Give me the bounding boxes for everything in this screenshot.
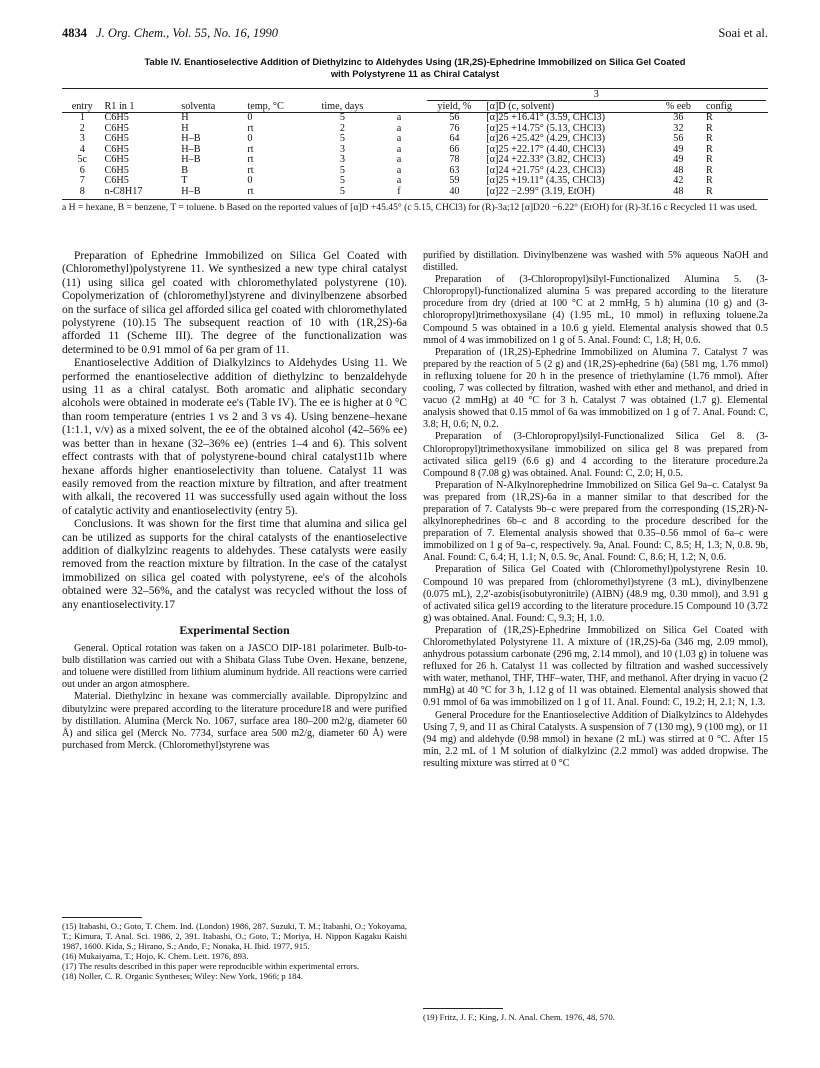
left-references: [62, 917, 407, 982]
cell-solvent: H: [181, 112, 189, 123]
table-row: [62, 113, 768, 124]
cell-entry: 2: [79, 122, 85, 134]
cell-solvent: B: [181, 164, 189, 176]
cell-ee: 42: [673, 175, 684, 186]
col-header-entry: entry: [62, 101, 103, 113]
cell-ee: 48: [673, 164, 684, 176]
cell-temp: 0: [247, 112, 253, 123]
cell-entry: 5c: [77, 154, 88, 165]
cell-entry: 3: [79, 133, 85, 144]
table-row: [62, 155, 768, 166]
cell-entry: 8: [62, 187, 103, 200]
table-row: [62, 124, 768, 135]
cell-mark: a: [396, 143, 402, 155]
reference-15: (15) Itabashi, O.; Goto, T. Chem. Ind. (London) 1986, 287. Suzuki, T. M.; Itabashi, O.; Yokoyama, T.; Kimura, T. Anal. Sci. 1986, 2, 391. Itabashi, O.; Goto, T.; Moriya, H. Nippon Kagaku Kaishi 1987, 1600. Kida, S.; Hirano, S.; Ando, F.; Nonaka, H. Ibid. 1977, 915.: [62, 921, 407, 952]
cell-temp: rt: [247, 154, 254, 165]
table-row: [62, 145, 768, 156]
cell-solvent: H–B: [179, 187, 245, 200]
cell-time: 2: [339, 122, 345, 134]
cell-config: R: [705, 133, 713, 144]
paragraph-conclusions: Conclusions. It was shown for the first time that alumina and silica gel can be utilized as supports for the chiral catalysts of the enantioselective addition of dialkylzinc reagents to aldehydes. These catalysts were easily removed from the reaction mixture by filtration. In the case of the catalyst immobilized on silica gel coated with polystyrene, ee's of the alcohols obtained were 32–56%, and the catalyst was recycled without the loss of any enantioselectivity.17: [62, 518, 407, 611]
paragraph-material: Material. Diethylzinc in hexane was commercially available. Dipropylzinc and dibutylzinc were prepared according to the literature procedure18 and were purified by distillation. Alumina (Merck No. 1067, surface area 180–200 m2/g, diameter 60 Å) and silica gel (Merck No. 7734, surface area 500 m2/g, diameter 60 Å) were purchased from Merck. (Chloromethyl)styrene was: [62, 691, 407, 751]
table-footnote: a H = hexane, B = benzene, T = toluene. b Based on the reported values of [α]D +45.45° (c 5.15, CHCl3) for (R)-3a;12 [α]D20 −6.22° (EtOH) for (R)-3f.16 c Recycled 11 was used.: [62, 202, 758, 213]
cell-time: 3: [339, 143, 345, 155]
cell-time: 5: [339, 164, 345, 176]
cell-config: R: [705, 122, 713, 134]
experimental-section-title: Experimental Section: [179, 622, 290, 637]
cell-entry: 6: [79, 164, 85, 176]
paragraph-divinylbenzene: purified by distillation. Divinylbenzene was washed with 5% aqueous NaOH and distilled.: [423, 250, 768, 274]
cell-solvent: T: [181, 175, 188, 186]
cell-config: R: [705, 154, 713, 165]
col-header-r1: R1 in 1: [103, 101, 180, 113]
paragraph-alumina-5: Preparation of (3-Chloropropyl)silyl-Functionalized Alumina 5. (3-Chloropropyl)-functionalized alumina 5 was prepared according to the literature procedure from dry (dried at 100 °C at 2 mmHg, 5 h) alumina (10 g) and (3-chloropropyl)trimethoxysilane (4) (1.95 mL, 10 mmol) in refluxing toluene.2a Compound 5 was obtained in a 10.6 g yield. Elemental analysis showed that 0.5 mmol of 4 was immobilized on 1 g of 5. Anal. Found: C, 1.8; H, 0.6.: [423, 274, 768, 346]
cell-config: R: [705, 175, 713, 186]
cell-yield: 66: [449, 143, 460, 155]
cell-entry: 1: [79, 112, 85, 123]
cell-ee: 49: [673, 154, 684, 165]
cell-rotation: [α]22 −2.99° (3.19, EtOH): [484, 187, 653, 200]
cell-yield: 76: [449, 122, 460, 134]
cell-mark: a: [396, 122, 402, 134]
col-header-rotation: [α]D (c, solvent): [484, 101, 653, 113]
cell-solvent: H–B: [181, 133, 201, 144]
cell-yield: 78: [449, 154, 460, 165]
cell-ee: 48: [653, 187, 704, 200]
cell-entry: 7: [79, 175, 85, 186]
cell-time: 5: [339, 133, 345, 144]
cell-rotation: [α]24 +22.33° (3.82, CHCl3): [486, 154, 605, 165]
cell-r1: C6H5: [104, 164, 129, 176]
reference-16: (16) Mukaiyama, T.; Hojo, K. Chem. Lett. 1976, 893.: [62, 951, 249, 962]
reference-17: (17) The results described in this paper were reproducible within experimental errors.: [62, 961, 360, 972]
cell-ee: 56: [673, 133, 684, 144]
right-column: [423, 250, 768, 770]
cell-temp: rt: [247, 143, 254, 155]
paragraph-silica-gel-8: Preparation of (3-Chloropropyl)silyl-Functionalized Silica Gel 8. (3-Chloropropyl)trimethoxysilane immobilized on silica gel 8 was prepared from activated silica gel19 (6.6 g) and 4 according to the literature procedure.2a Compound 8 (7.08 g) was obtained. Anal. Found: C, 2.0; H, 0.5.: [423, 431, 768, 479]
table-caption: [62, 56, 768, 80]
cell-mark: a: [396, 112, 402, 123]
reference-divider-right: [423, 1008, 503, 1009]
cell-time: 5: [339, 112, 345, 123]
paragraph-norephedrine-9: Preparation of N-Alkylnorephedrine Immobilized on Silica Gel 9a–c. Catalyst 9a was prepared from (1R,2S)-6a in a manner similar to that described for the preparation of 7. Catalysts 9b–c were prepared from the corresponding (1S,2R)-N-alkylnorephedrines 6b–c and 8 according to the procedure described for the preparation of 7. Elemental analysis showed that 0.35–0.56 mmol of 6a–c were immobilized on 1 g of 9a–c, respectively. 9a, Anal. Found: C, 8.5; H, 1.3; N, 0.8. 9b, Anal. Found: C, 6.4; H, 1.1; N, 0.5. 9c, Anal. Found: C, 8.6; H, 1.2; N, 0.6.: [423, 479, 768, 564]
col-header-ee: % eeb: [653, 101, 704, 113]
cell-r1: C6H5: [104, 112, 129, 123]
cell-temp: 0: [247, 133, 253, 144]
table-body: [62, 113, 768, 200]
cell-yield: 63: [449, 164, 460, 176]
cell-rotation: [α]25 +16.41° (3.59, CHCl3): [486, 112, 605, 123]
table-row: [62, 134, 768, 145]
col-header-blank: [373, 101, 424, 113]
table-row: [62, 166, 768, 177]
cell-temp: rt: [247, 122, 254, 134]
right-references: [423, 1008, 768, 1022]
cell-entry: 4: [79, 143, 85, 155]
paragraph-ephedrine-alumina-7: Preparation of (1R,2S)-Ephedrine Immobilized on Alumina 7. Catalyst 7 was prepared by the reaction of 5 (2 g) and (1R,2S)-ephedrine (6a) (581 mg, 1.76 mmol) in refluxing toluene for 20 h in the presence of triethylamine (1.76 mmol). After cooling, 7 was collected by filtration, washed with ether and methanol, and dried in vacuo (2 mmHg) at 40 °C for 3 h. Catalyst 7 was obtained (1.7 g). Elemental analysis showed that 0.15 mmol of 6a was immobilized on 1 g of 7. Anal. Found: C, 3.8; H, 0.6; N, 0.2.: [423, 346, 768, 431]
table-caption-line-2: with Polystyrene 11 as Chiral Catalyst: [330, 68, 500, 79]
cell-solvent: H–B: [181, 154, 201, 165]
col-header-solvent: solventa: [179, 101, 245, 113]
table-row: [62, 176, 768, 187]
cell-rotation: [α]25 +19.11° (4.35, CHCl3): [486, 175, 605, 186]
cell-ee: 36: [673, 112, 684, 123]
cell-rotation: [α]25 +22.17° (4.40, CHCl3): [486, 143, 605, 155]
cell-mark: a: [396, 175, 402, 186]
page-header: [62, 26, 768, 42]
cell-rotation: [α]24 +21.75° (4.23, CHCl3): [486, 164, 605, 176]
cell-time: 3: [339, 154, 345, 165]
cell-r1: C6H5: [104, 122, 129, 134]
cell-r1: C6H5: [104, 154, 129, 165]
cell-r1: C6H5: [104, 175, 129, 186]
cell-config: R: [705, 112, 713, 123]
journal-citation: J. Org. Chem., Vol. 55, No. 16, 1990: [96, 26, 278, 40]
cell-temp: 0: [247, 175, 253, 186]
col-header-config: config: [704, 101, 768, 113]
cell-ee: 49: [673, 143, 684, 155]
cell-yield: 59: [449, 175, 460, 186]
cell-temp: rt: [247, 164, 254, 176]
cell-rotation: [α]25 +14.75° (5.13, CHCl3): [486, 122, 605, 134]
cell-mark: a: [396, 133, 402, 144]
group-header-product: 3: [427, 89, 766, 101]
col-header-temp: temp, °C: [245, 101, 311, 113]
results-table: [62, 88, 768, 200]
cell-config: R: [705, 164, 713, 176]
cell-solvent: H: [181, 122, 189, 134]
reference-divider: [62, 917, 142, 918]
cell-config: R: [704, 187, 768, 200]
reference-18: (18) Noller, C. R. Organic Syntheses; Wiley: New York, 1966; p 184.: [62, 971, 304, 982]
cell-mark: a: [396, 164, 402, 176]
paragraph-immobilization: Preparation of Ephedrine Immobilized on Silica Gel Coated with (Chloromethyl)polystyrene 11. We synthesized a new type chiral catalyst (11) using silica gel coated with chloromethylated polystyrene (10). Copolymerization of (chloromethyl)styrene and divinylbenzene absorbed on the surface of silica gel afforded silica gel coated with chloromethylated polystyrene (10).15 The subsequent reaction of 10 with (1R,2S)-6a afforded 11 (Scheme III). The degree of the functionalization was determined to be 0.91 mmol of 6a per gram of 11.: [62, 250, 407, 356]
paragraph-polystyrene-10: Preparation of Silica Gel Coated with (Chloromethyl)polystyrene Resin 10. Compound 10 was prepared from (chloromethyl)styrene (3 mL), divinylbenzene (0.075 mL), 2,2'-azobis(isobutyronitrile) (AIBN) (48.9 mg, 0.30 mmol), and 3.91 g of activated silica gel19 according to the literature procedure.15 Compound 10 (3.72 g) was obtained. Anal. Found: C, 9.3; H, 1.0.: [423, 564, 768, 624]
col-header-time: time, days: [312, 101, 374, 113]
cell-yield: 40: [425, 187, 485, 200]
cell-r1: n-C8H17: [103, 187, 180, 200]
cell-ee: 32: [673, 122, 684, 134]
cell-temp: rt: [245, 187, 311, 200]
cell-yield: 56: [449, 112, 460, 123]
cell-r1: C6H5: [104, 133, 129, 144]
running-head-left: [62, 26, 278, 41]
cell-mark: a: [396, 154, 402, 165]
cell-time: 5: [312, 187, 374, 200]
cell-rotation: [α]26 +25.42° (4.29, CHCl3): [486, 133, 605, 144]
left-column: [62, 250, 407, 752]
cell-mark: f: [373, 187, 424, 200]
table-column-header-row: [62, 101, 768, 113]
cell-time: 5: [339, 175, 345, 186]
paragraph-ephedrine-11: Preparation of (1R,2S)-Ephedrine Immobilized on Silica Gel Coated with Chloromethylated Polystyrene 11. A mixture of (1R,2S)-6a (346 mg, 2.09 mmol), anhydrous potassium carbonate (296 mg, 2.14 mmol), and 10 (1.03 g) in toluene was refluxed for 26 h. Catalyst 11 was collected by filtration and washed successively with water, methanol, THF, THF–water, THF, and methanol. After drying in vacuo (2 mmHg) at 40 °C for 3 h, 1.12 g of 11 was obtained. Elemental analysis showed that 0.91 mmol of 6a was immobilized on 1 g of 11. Anal. Found: C, 19.2; H, 2.1; N, 1.3.: [423, 624, 768, 709]
running-head-authors: Soai et al.: [718, 26, 768, 40]
cell-config: R: [705, 143, 713, 155]
paragraph-enantioselective-addition: Enantioselective Addition of Dialkylzincs to Aldehydes Using 11. We performed the enantioselective addition of diethylzinc to benzaldehyde using 11 as a chiral catalyst. Both aromatic and aliphatic secondary alcohols were obtained in moderate ee's (Table IV). The ee is higher at 0 °C than room temperature (entries 1 vs 2 and 3 vs 4). Using benzene–hexane (1:1.1, v/v) as a mixed solvent, the ee of the obtained alcohol (42–56% ee) was better than in hexane (32–36% ee) (entries 1–4 and 6). This solvent effect contrasts with that of polystyrene-bound chiral catalyst11b where hexane affords higher enantioselectivity than toluene. Catalyst 11 was easily removed from the reaction mixture by filtration, and after treatment with alkali, the recovered 11 was successfully used again without the loss of catalytic activity and enantioselectivity (entry 5).: [62, 357, 407, 517]
reference-19: (19) Fritz, J. F.; King, J. N. Anal. Chem. 1976, 48, 570.: [423, 1012, 615, 1022]
page-number: 4834: [62, 26, 87, 40]
cell-yield: 64: [449, 133, 460, 144]
cell-r1: C6H5: [104, 143, 129, 155]
paragraph-general: General. Optical rotation was taken on a JASCO DIP-181 polarimeter. Bulb-to-bulb distillation was carried out with a Shibata Glass Tube Oven. Hexane, benzene, and toluene were distilled from lithium aluminum hydride. All reactions were carried out under an argon atmosphere.: [62, 643, 407, 691]
table-row: [62, 187, 768, 200]
cell-solvent: H–B: [181, 143, 201, 155]
col-header-yield: yield, %: [425, 101, 485, 113]
table-group-header-row: [62, 89, 768, 102]
table-caption-line-1: Table IV. Enantioselective Addition of Diethylzinc to Aldehydes Using (1R,2S)-Ephedrine Immobilized on Silica Gel Coated: [144, 56, 686, 67]
paragraph-general-procedure: General Procedure for the Enantioselective Addition of Dialkylzincs to Aldehydes Using 7, 9, and 11 as Chiral Catalysts. A suspension of 7 (130 mg), 9 (100 mg), or 11 (94 mg) and aldehyde (0.98 mmol) in hexane (2 mL) was stirred at 0 °C. After 15 min, 2.2 mL of 1 M solution of dialkylzinc (2.2 mmol) was added dropwise. The resulting mixture was stirred at 0 °C: [423, 709, 768, 769]
